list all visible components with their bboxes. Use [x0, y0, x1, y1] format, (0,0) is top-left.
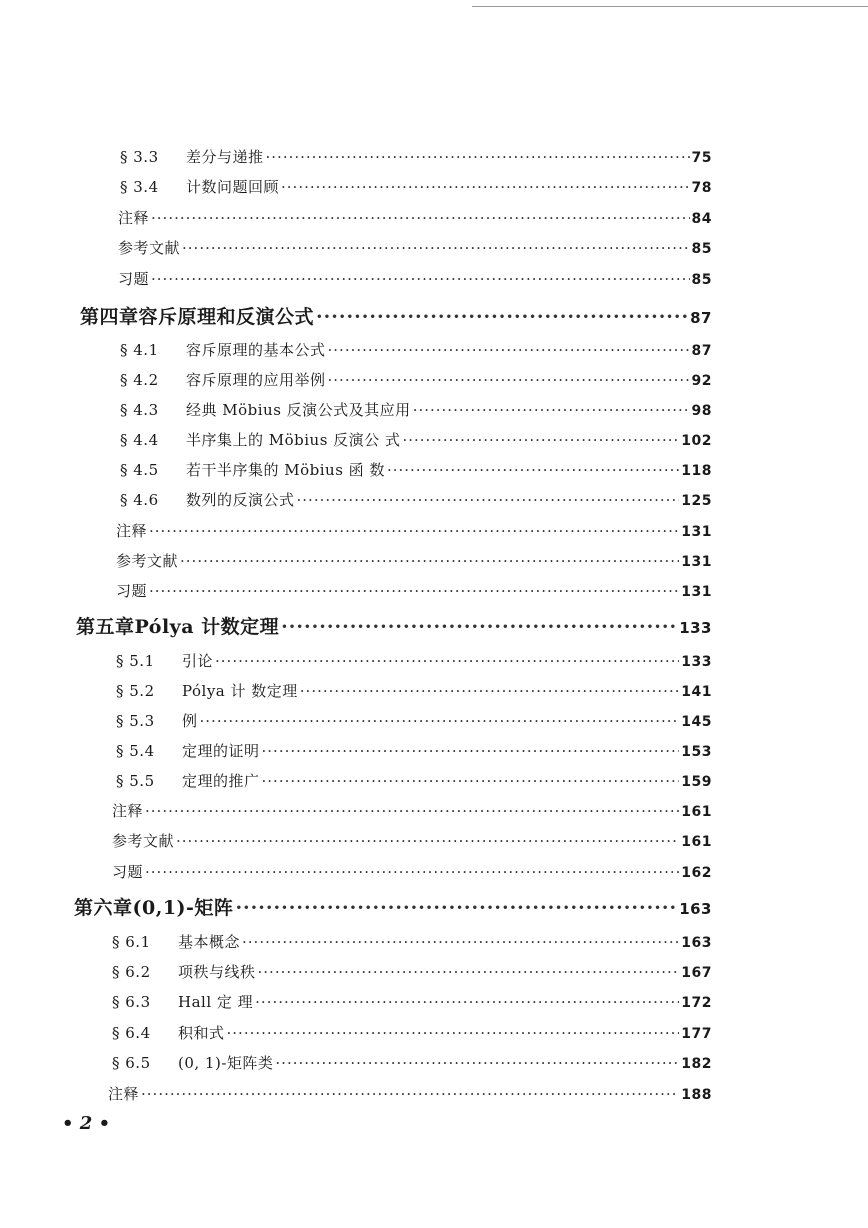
dot-leader — [182, 239, 690, 257]
section-title: 参考文献 — [112, 832, 175, 850]
toc-chapter-6[interactable] — [74, 893, 712, 920]
section-title: 经典 Möbius 反演公式及其应用 — [186, 401, 411, 419]
page-number: 84 — [691, 211, 712, 227]
toc-entry-references-ch5[interactable] — [112, 830, 712, 851]
page-number: 131 — [681, 584, 712, 600]
section-title: 积和式 — [178, 1024, 225, 1042]
dot-leader — [297, 491, 680, 509]
section-number: § 6.1 — [112, 933, 151, 951]
toc-entry-5-1[interactable] — [116, 650, 712, 671]
page-number: 145 — [681, 714, 712, 730]
section-title: 引论 — [182, 652, 214, 670]
page-number: 163 — [681, 935, 712, 951]
section-number: § 4.5 — [120, 461, 159, 479]
dot-leader — [176, 832, 679, 850]
dot-leader — [402, 431, 679, 449]
dot-leader — [328, 341, 690, 359]
toc-entry-6-3[interactable] — [112, 991, 712, 1012]
dot-leader — [141, 1085, 679, 1103]
section-title: 例 — [182, 712, 198, 730]
toc-entry-references-ch3[interactable] — [118, 237, 712, 258]
section-number: § 6.3 — [112, 993, 151, 1011]
dot-leader — [145, 863, 679, 881]
page-number: 177 — [681, 1026, 712, 1042]
section-number: § 6.4 — [112, 1024, 151, 1042]
toc-entry-6-4[interactable] — [112, 1022, 712, 1043]
section-number: § 4.4 — [120, 431, 159, 449]
section-number: § 5.4 — [116, 742, 155, 760]
section-number: § 5.1 — [116, 652, 155, 670]
toc-entry-4-3[interactable] — [120, 399, 712, 420]
toc-entry-5-3[interactable] — [116, 710, 712, 731]
dot-leader — [151, 270, 690, 288]
chapter-title: 容斥原理和反演公式 — [138, 306, 315, 328]
section-number: § 5.5 — [116, 772, 155, 790]
page-number: 167 — [681, 965, 712, 981]
toc-entry-5-2[interactable] — [116, 680, 712, 701]
section-number: § 4.2 — [120, 371, 159, 389]
page-footer-number: • 2 • — [62, 1113, 111, 1134]
toc-entry-5-4[interactable] — [116, 740, 712, 761]
page-number: 133 — [681, 654, 712, 670]
page-number: 87 — [691, 343, 712, 359]
page-number: 118 — [681, 463, 712, 479]
section-title: Pólya 计 数定理 — [182, 682, 298, 700]
dot-leader — [255, 993, 679, 1011]
chapter-title: Pólya 计数定理 — [134, 616, 280, 638]
page-number: 172 — [681, 995, 712, 1011]
dot-leader — [316, 306, 688, 328]
toc-entry-5-5[interactable] — [116, 770, 712, 791]
section-title: Hall 定 理 — [178, 993, 254, 1011]
section-title: 参考文献 — [118, 239, 181, 257]
section-number: § 5.2 — [116, 682, 155, 700]
section-title: 注释 — [116, 522, 148, 540]
page-number: 131 — [681, 524, 712, 540]
dot-leader — [235, 897, 677, 919]
toc-entry-4-2[interactable] — [120, 369, 712, 390]
chapter-label: 第六章 — [74, 897, 133, 919]
page-number: 153 — [681, 744, 712, 760]
page-number: 87 — [690, 309, 712, 327]
dot-leader — [413, 401, 690, 419]
page-number: 182 — [681, 1056, 712, 1072]
dot-leader — [300, 682, 679, 700]
section-title: 参考文献 — [116, 552, 179, 570]
section-title: 容斥原理的基本公式 — [186, 341, 326, 359]
page-number: 141 — [681, 684, 712, 700]
dot-leader — [180, 552, 679, 570]
section-title: 定理的推广 — [182, 772, 260, 790]
chapter-label: 第五章 — [76, 616, 135, 638]
section-title: 定理的证明 — [182, 742, 260, 760]
toc-entry-exercises-ch3[interactable] — [118, 268, 712, 289]
section-title: 计数问题回顾 — [186, 178, 280, 196]
toc-entry-notes-ch3[interactable] — [118, 207, 712, 228]
page-number: 125 — [681, 493, 712, 509]
toc-entry-exercises-ch4[interactable] — [116, 580, 712, 601]
page-number: 162 — [681, 865, 712, 881]
dot-leader — [281, 616, 677, 638]
dot-leader — [242, 933, 679, 951]
section-number: § 6.2 — [112, 963, 151, 981]
section-title: 习题 — [116, 582, 148, 600]
section-number: § 4.3 — [120, 401, 159, 419]
toc-entry-3-3[interactable] — [120, 146, 712, 167]
section-title: 注释 — [118, 209, 150, 227]
page-number: 85 — [691, 241, 712, 257]
page-number: 131 — [681, 554, 712, 570]
toc-entry-references-ch4[interactable] — [116, 550, 712, 571]
top-rule — [472, 6, 868, 7]
dot-leader — [266, 148, 690, 166]
section-title: 容斥原理的应用举例 — [186, 371, 326, 389]
page-number: 161 — [681, 834, 712, 850]
toc-entry-6-1[interactable] — [112, 931, 712, 952]
page-number: 75 — [691, 150, 712, 166]
toc-entry-3-4[interactable] — [120, 176, 712, 197]
chapter-label: 第四章 — [80, 306, 139, 328]
dot-leader — [145, 802, 679, 820]
dot-leader — [328, 371, 690, 389]
section-number: § 3.3 — [120, 148, 159, 166]
page-number: 78 — [691, 180, 712, 196]
dot-leader — [200, 712, 680, 730]
dot-leader — [262, 772, 680, 790]
dot-leader — [149, 522, 679, 540]
dot-leader — [215, 652, 679, 670]
page-number: 159 — [681, 774, 712, 790]
section-title: 基本概念 — [178, 933, 241, 951]
dot-leader — [258, 963, 680, 981]
toc-entry-notes-ch5[interactable] — [112, 800, 712, 821]
toc-chapter-4[interactable] — [80, 302, 712, 329]
toc-entry-4-5[interactable] — [120, 459, 712, 480]
section-title: 差分与递推 — [186, 148, 264, 166]
chapter-title: (0,1)-矩阵 — [132, 897, 234, 919]
section-number: § 4.6 — [120, 491, 159, 509]
section-number: § 4.1 — [120, 341, 159, 359]
section-title: 若干半序集的 Möbius 函 数 — [186, 461, 385, 479]
page-number: 163 — [679, 900, 712, 918]
page-number: 188 — [681, 1087, 712, 1103]
toc-entry-4-6[interactable] — [120, 489, 712, 510]
dot-leader — [149, 582, 679, 600]
dot-leader — [281, 178, 690, 196]
toc-entry-4-1[interactable] — [120, 339, 712, 360]
dot-leader — [151, 209, 690, 227]
toc-entry-notes-ch4[interactable] — [116, 520, 712, 541]
toc-entry-6-2[interactable] — [112, 961, 712, 982]
page-number: 98 — [691, 403, 712, 419]
section-number: § 3.4 — [120, 178, 159, 196]
toc-entry-4-4[interactable] — [120, 429, 712, 450]
toc-entry-6-5[interactable] — [112, 1052, 712, 1073]
dot-leader — [262, 742, 680, 760]
section-number: § 5.3 — [116, 712, 155, 730]
section-title: 习题 — [118, 270, 150, 288]
section-title: (0, 1)-矩阵类 — [178, 1054, 274, 1072]
page-number: 85 — [691, 272, 712, 288]
section-title: 半序集上的 Möbius 反演公 式 — [186, 431, 401, 449]
page-number: 92 — [691, 373, 712, 389]
section-title: 习题 — [112, 863, 144, 881]
page-number: 133 — [679, 619, 712, 637]
page-number: 161 — [681, 804, 712, 820]
dot-leader — [227, 1024, 680, 1042]
toc-chapter-5[interactable] — [76, 612, 712, 639]
dot-leader — [387, 461, 679, 479]
section-title: 数列的反演公式 — [186, 491, 295, 509]
toc-entry-notes-ch6[interactable] — [108, 1083, 712, 1104]
section-title: 项秩与线秩 — [178, 963, 256, 981]
toc-entry-exercises-ch5[interactable] — [112, 861, 712, 882]
section-title: 注释 — [108, 1085, 140, 1103]
page-number: 102 — [681, 433, 712, 449]
section-number: § 6.5 — [112, 1054, 151, 1072]
dot-leader — [275, 1054, 679, 1072]
section-title: 注释 — [112, 802, 144, 820]
